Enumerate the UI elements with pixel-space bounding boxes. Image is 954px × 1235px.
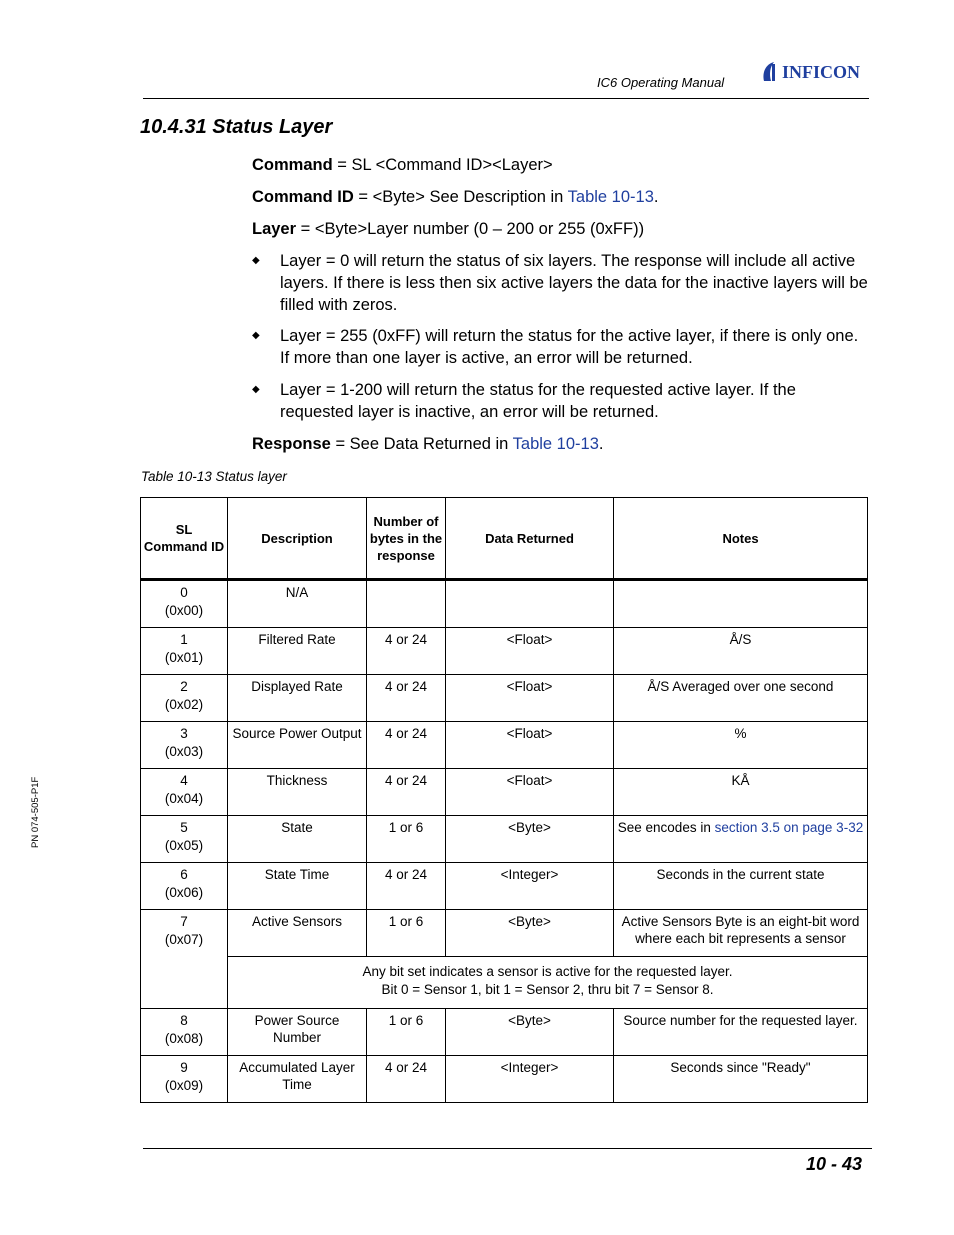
command-id-cell: 2 (0x02) bbox=[141, 675, 228, 722]
table-row bbox=[141, 580, 868, 628]
bytes-cell: 4 or 24 bbox=[367, 722, 446, 769]
column-header: SL Command ID bbox=[141, 498, 228, 580]
command-id-cell: 0 (0x00) bbox=[141, 580, 228, 628]
command-id-line: Command ID = <Byte> See Description in Table 10-13. bbox=[252, 188, 659, 206]
notes-cell: Seconds in the current state bbox=[614, 863, 868, 910]
table-row bbox=[141, 1009, 868, 1056]
inficon-logo bbox=[760, 58, 875, 86]
command-id-cell: 3 (0x03) bbox=[141, 722, 228, 769]
command-id-cell: 1 (0x01) bbox=[141, 628, 228, 675]
diamond-bullet-icon: ◆ bbox=[252, 255, 260, 266]
diamond-bullet-icon: ◆ bbox=[252, 330, 260, 341]
notes-cell: Active Sensors Byte is an eight-bit word where each bit represents a sensor bbox=[614, 910, 868, 957]
description-cell: Displayed Rate bbox=[228, 675, 367, 722]
header-rule bbox=[143, 98, 869, 99]
manual-title: IC6 Operating Manual bbox=[597, 75, 725, 90]
notes-cell: KÅ bbox=[614, 769, 868, 816]
bytes-cell bbox=[367, 580, 446, 628]
bytes-cell: 1 or 6 bbox=[367, 910, 446, 957]
bytes-cell: 4 or 24 bbox=[367, 1056, 446, 1103]
notes-cell: See encodes in section 3.5 on page 3-32 bbox=[614, 816, 868, 863]
table-row bbox=[141, 722, 868, 769]
table-caption: Table 10-13 Status layer bbox=[141, 469, 287, 484]
data-returned-cell: <Float> bbox=[446, 722, 614, 769]
bytes-cell: 1 or 6 bbox=[367, 1009, 446, 1056]
table-row bbox=[141, 1056, 868, 1103]
description-cell: Accumulated Layer Time bbox=[228, 1056, 367, 1103]
data-returned-cell: <Float> bbox=[446, 675, 614, 722]
description-cell: State bbox=[228, 816, 367, 863]
command-line: Command = SL <Command ID><Layer> bbox=[252, 156, 553, 174]
table-row bbox=[141, 863, 868, 910]
command-id-cell: 6 (0x06) bbox=[141, 863, 228, 910]
bytes-cell: 4 or 24 bbox=[367, 675, 446, 722]
description-cell: Filtered Rate bbox=[228, 628, 367, 675]
column-header: Description bbox=[228, 498, 367, 580]
bytes-cell: 4 or 24 bbox=[367, 769, 446, 816]
table-row bbox=[141, 816, 868, 863]
data-returned-cell: <Byte> bbox=[446, 1009, 614, 1056]
notes-cell: Source number for the requested layer. bbox=[614, 1009, 868, 1056]
table-row-note bbox=[141, 957, 868, 1009]
part-number: PN 074-505-P1F bbox=[30, 776, 41, 848]
description-cell: Active Sensors bbox=[228, 910, 367, 957]
svg-text:INFICON: INFICON bbox=[782, 62, 861, 82]
table-link[interactable]: Table 10-13 bbox=[567, 188, 654, 206]
active-sensors-note: Any bit set indicates a sensor is active for the requested layer. Bit 0 = Sensor 1, bit 1 = Sensor 2, thru bit 7 = Sensor 8. bbox=[228, 957, 868, 1009]
notes-cell bbox=[614, 580, 868, 628]
bullet-item: ◆ Layer = 255 (0xFF) will return the status for the active layer, if there is only one. If more than one layer is active, an error will be returned. bbox=[252, 327, 859, 367]
command-id-cell: 9 (0x09) bbox=[141, 1056, 228, 1103]
section-title: 10.4.31 Status Layer bbox=[140, 116, 333, 138]
description-cell: Source Power Output bbox=[228, 722, 367, 769]
notes-cell: % bbox=[614, 722, 868, 769]
description-cell: State Time bbox=[228, 863, 367, 910]
column-header: Data Returned bbox=[446, 498, 614, 580]
page-number: 10 - 43 bbox=[806, 1154, 863, 1174]
data-returned-cell: <Byte> bbox=[446, 910, 614, 957]
diamond-bullet-icon: ◆ bbox=[252, 384, 260, 395]
bullet-item: ◆ Layer = 0 will return the status of six layers. The response will include all active layers. If there is less then six active layers the data for the inactive layers will be filled with zeros. bbox=[252, 252, 868, 314]
column-header: Notes bbox=[614, 498, 868, 580]
command-id-cell: 7 (0x07) bbox=[141, 910, 228, 1009]
notes-cell: Å/S bbox=[614, 628, 868, 675]
description-cell: N/A bbox=[228, 580, 367, 628]
bytes-cell: 1 or 6 bbox=[367, 816, 446, 863]
bytes-cell: 4 or 24 bbox=[367, 863, 446, 910]
bytes-cell: 4 or 24 bbox=[367, 628, 446, 675]
description-cell: Thickness bbox=[228, 769, 367, 816]
section-link[interactable]: section 3.5 on page 3-32 bbox=[714, 820, 864, 835]
table-row bbox=[141, 675, 868, 722]
footer-rule bbox=[143, 1148, 872, 1149]
status-layer-table bbox=[140, 497, 868, 1103]
command-id-cell: 4 (0x04) bbox=[141, 769, 228, 816]
table-row bbox=[141, 910, 868, 957]
table-header-row bbox=[141, 498, 868, 580]
data-returned-cell: <Integer> bbox=[446, 1056, 614, 1103]
column-header: Number of bytes in the response bbox=[367, 498, 446, 580]
notes-cell: Seconds since "Ready" bbox=[614, 1056, 868, 1103]
command-id-cell: 5 (0x05) bbox=[141, 816, 228, 863]
data-returned-cell: <Float> bbox=[446, 769, 614, 816]
data-returned-cell bbox=[446, 580, 614, 628]
command-id-cell: 8 (0x08) bbox=[141, 1009, 228, 1056]
data-returned-cell: <Integer> bbox=[446, 863, 614, 910]
bullet-item: ◆ Layer = 1-200 will return the status for the requested active layer. If the requested layer is inactive, an error will be returned. bbox=[252, 381, 796, 421]
table-row bbox=[141, 769, 868, 816]
notes-cell: Å/S Averaged over one second bbox=[614, 675, 868, 722]
response-line: Response = See Data Returned in Table 10-13. bbox=[252, 435, 604, 453]
data-returned-cell: <Byte> bbox=[446, 816, 614, 863]
layer-line: Layer = <Byte>Layer number (0 – 200 or 255 (0xFF)) bbox=[252, 220, 645, 238]
description-cell: Power Source Number bbox=[228, 1009, 367, 1056]
table-link[interactable]: Table 10-13 bbox=[512, 435, 599, 453]
data-returned-cell: <Float> bbox=[446, 628, 614, 675]
table-row bbox=[141, 628, 868, 675]
